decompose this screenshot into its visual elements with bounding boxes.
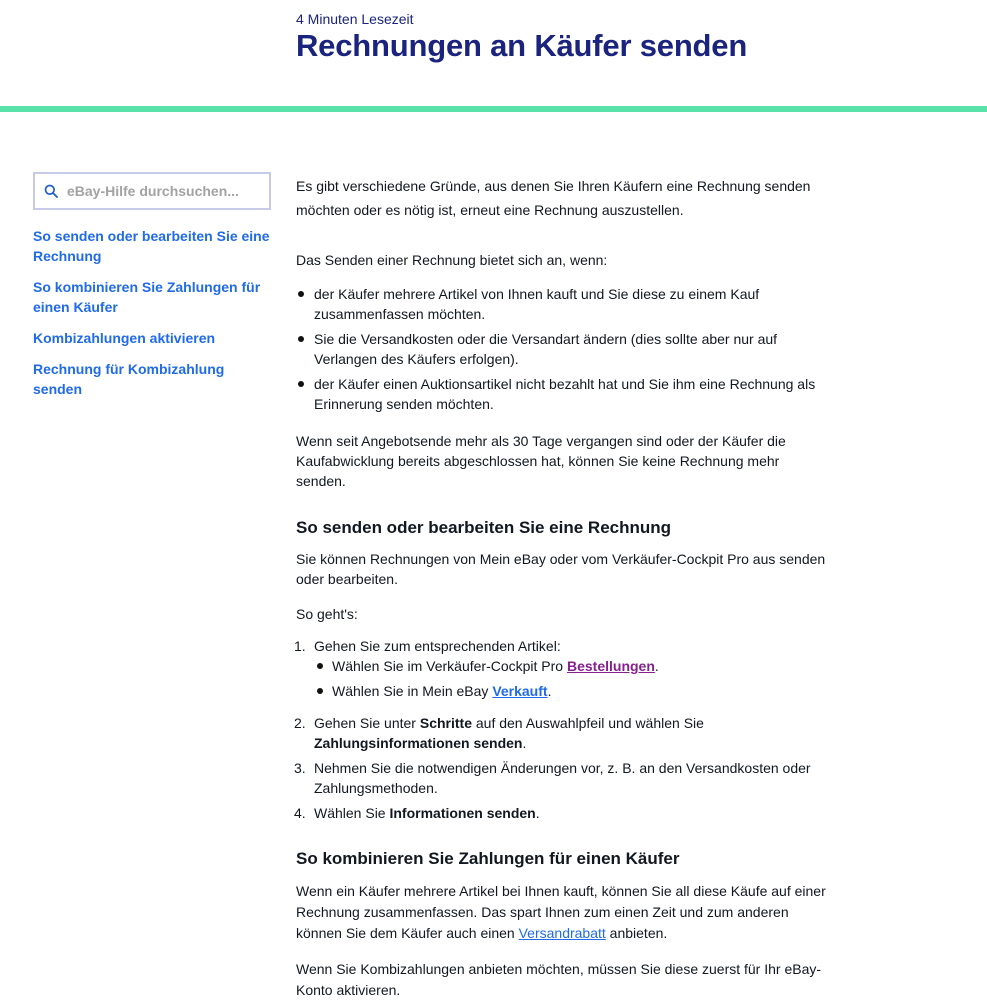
section-heading-send-edit: So senden oder bearbeiten Sie eine Rechnung xyxy=(296,518,672,537)
section1-intro: Sie können Rechnungen von Mein eBay oder vom Verkäufer-Cockpit Pro aus senden oder bearbeiten. xyxy=(296,551,826,587)
step-number: 1. xyxy=(294,638,306,654)
help-search-box[interactable] xyxy=(33,172,271,210)
section2-activation-note: Wenn Sie Kombizahlungen anbieten möchten, müssen Sie diese zuerst für Ihr eBay-Konto aktivieren. xyxy=(296,961,822,998)
accent-divider xyxy=(0,106,987,112)
step-item xyxy=(294,803,826,823)
list-item xyxy=(332,681,826,701)
list-item: der Käufer einen Auktionsartikel nicht bezahlt hat und Sie ihm eine Rechnung als Erinnerung senden möchten. xyxy=(314,374,826,414)
step-number: 4. xyxy=(294,805,306,821)
step-text: . xyxy=(522,735,527,751)
step-number: 3. xyxy=(294,760,306,776)
bestellungen-link[interactable]: Bestellungen xyxy=(566,658,655,674)
toc-link-combine-payments[interactable]: So kombinieren Sie Zahlungen für einen Käufer xyxy=(33,279,261,315)
sub-text: . xyxy=(654,658,659,674)
step-emphasis: Informationen senden xyxy=(389,805,536,821)
search-input[interactable] xyxy=(67,174,263,208)
step-number: 2. xyxy=(294,715,306,731)
step-item xyxy=(294,636,826,701)
steps-list xyxy=(296,636,826,823)
intro-paragraph: Es gibt verschiedene Gründe, aus denen Sie Ihren Käufern eine Rechnung senden möchten oder es nötig ist, erneut eine Rechnung auszustellen. xyxy=(296,178,811,218)
reading-time: 4 Minuten Lesezeit xyxy=(296,11,414,27)
when-intro: Das Senden einer Rechnung bietet sich an, wenn: xyxy=(296,252,608,268)
list-item: Sie die Versandkosten oder die Versandart ändern (dies sollte aber nur auf Verlangen des Käufers erfolgen). xyxy=(314,329,826,369)
limit-note: Wenn seit Angebotsende mehr als 30 Tage vergangen sind oder der Käufer die Kaufabwicklung bereits abgeschlossen hat, können Sie keine Rechnung mehr senden. xyxy=(296,433,786,489)
step-text: . xyxy=(535,805,540,821)
how-to-label: So geht's: xyxy=(296,606,358,622)
page-title: Rechnungen an Käufer senden xyxy=(296,28,748,63)
step-emphasis: Schritte xyxy=(419,715,472,731)
toc-link-combined-invoice[interactable]: Rechnung für Kombizahlung senden xyxy=(33,361,225,397)
list-item: der Käufer mehrere Artikel von Ihnen kauft und Sie diese zu einem Kauf zusammenfassen möchten. xyxy=(314,284,826,324)
toc-link-activate-combined[interactable]: Kombizahlungen aktivieren xyxy=(33,330,216,346)
paragraph-text: Wenn ein Käufer mehrere Artikel bei Ihnen kauft, können Sie all diese Käufe auf einer Rechnung zusammenfassen. Das spart Ihnen zum einen Zeit und zum anderen können Sie dem Käufer auch einen xyxy=(296,883,826,941)
list-item xyxy=(332,656,826,676)
step-text: auf den Auswahlpfeil und wählen Sie xyxy=(471,715,704,731)
sub-text: Wählen Sie in Mein eBay xyxy=(332,683,493,699)
step-item xyxy=(294,758,826,798)
search-icon xyxy=(44,184,58,198)
sub-text: Wählen Sie im Verkäufer-Cockpit Pro xyxy=(332,658,567,674)
paragraph-text: anbieten. xyxy=(605,925,668,941)
table-of-contents xyxy=(33,226,273,410)
verkauft-link[interactable]: Verkauft xyxy=(492,683,548,699)
versandrabatt-link[interactable]: Versandrabatt xyxy=(518,925,606,941)
when-list xyxy=(296,284,826,414)
step-text: Gehen Sie unter xyxy=(314,715,420,731)
toc-link-send-edit-invoice[interactable]: So senden oder bearbeiten Sie eine Rechnung xyxy=(33,228,270,264)
step-item xyxy=(294,713,826,753)
section2-paragraph xyxy=(296,881,826,944)
sub-text: . xyxy=(547,683,552,699)
step-emphasis: Zahlungsinformationen senden xyxy=(314,735,523,751)
article-body xyxy=(296,174,826,1001)
step-sublist xyxy=(314,656,826,701)
step-text: Wählen Sie xyxy=(314,805,390,821)
step-text: Nehmen Sie die notwendigen Änderungen vor, z. B. an den Versandkosten oder Zahlungsmethoden. xyxy=(314,760,811,796)
step-text: Gehen Sie zum entsprechenden Artikel: xyxy=(314,638,561,654)
section-heading-combine-payments: So kombinieren Sie Zahlungen für einen Käufer xyxy=(296,849,680,868)
